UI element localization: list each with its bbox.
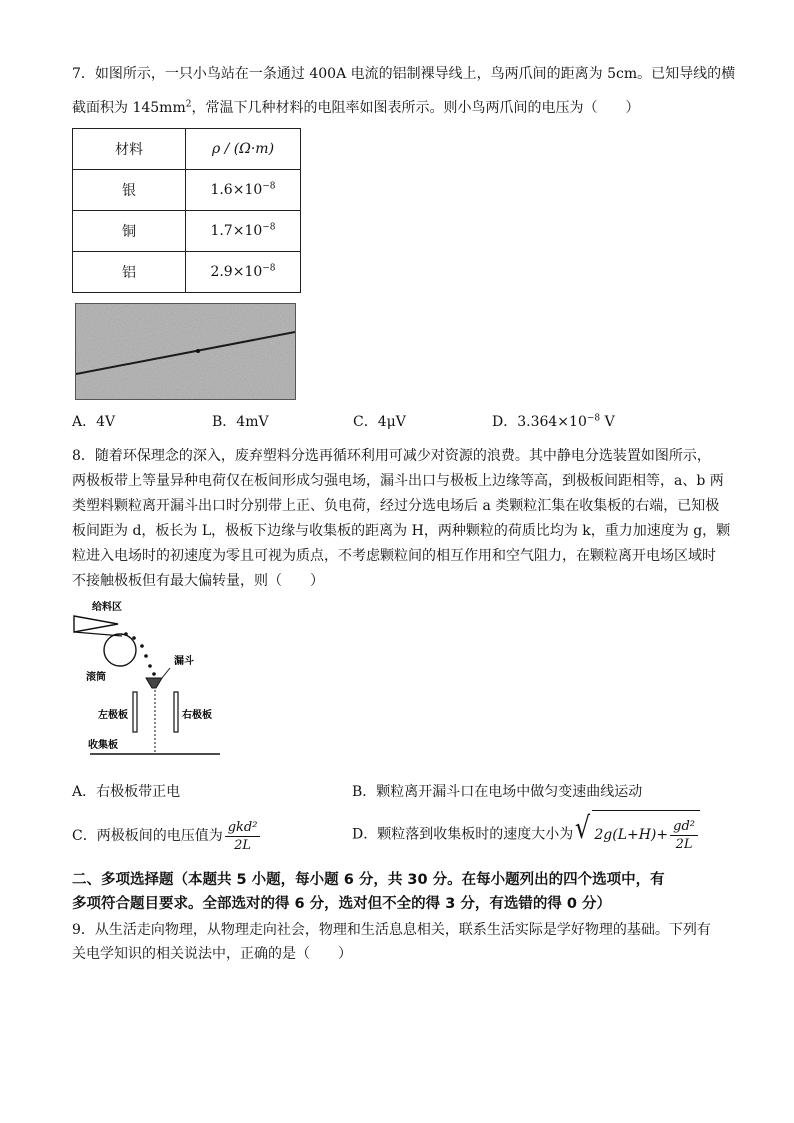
resistivity-table bbox=[72, 128, 301, 293]
label-left-plate: 左极板 bbox=[98, 710, 128, 721]
q7-line-2-sup: 2 bbox=[185, 99, 192, 110]
q9-line-2: 关电学知识的相关说法中，正确的是（ ） bbox=[72, 946, 352, 962]
fraction-numerator: gd² bbox=[670, 818, 698, 836]
q9-line-1: 9．从生活走向物理，从物理走向社会，物理和生活息息相关，联系生活实际是学好物理的基础。下列有 bbox=[72, 922, 711, 938]
q7-option-a: A．4V bbox=[72, 414, 116, 430]
material-copper: 铜 bbox=[73, 211, 186, 252]
left-plate-shape bbox=[133, 692, 137, 732]
q7-option-b: B．4mV bbox=[212, 414, 269, 430]
q7-line-2-end: ，常温下几种材料的电阻率如图表所示。则小鸟两爪间的电压为（ ） bbox=[191, 100, 640, 116]
value-exp: −8 bbox=[262, 181, 276, 192]
roller-shape bbox=[104, 634, 136, 666]
q7-line-2-start: 截面积为 145mm bbox=[72, 100, 186, 116]
fraction-denominator: 2L bbox=[234, 837, 252, 853]
q8-line-6: 不接触极板但有最大偏转量，则（ ） bbox=[72, 573, 324, 589]
sqrt-term: 2g(L+H)+ bbox=[594, 827, 669, 843]
label-funnel: 漏斗 bbox=[174, 656, 194, 667]
electrostatic-separator-diagram bbox=[70, 598, 230, 768]
table-row bbox=[73, 211, 301, 252]
q8-line-1: 8．随着环保理念的深入，废弃塑料分选再循环利用可减少对资源的浪费。其中静电分选装置如图所示， bbox=[72, 448, 711, 464]
q7-option-c: C．4μV bbox=[353, 414, 406, 430]
q8-option-d-sqrt bbox=[573, 810, 700, 859]
q8-line-3: 类塑料颗粒离开漏斗出口时分别带上正、负电荷，经过分选电场后 a 类颗粒汇集在收集板的右端，已知极 bbox=[72, 498, 720, 514]
fraction-numerator: gkd² bbox=[225, 819, 261, 837]
resistivity-silver bbox=[186, 170, 301, 211]
resistivity-aluminum bbox=[186, 252, 301, 293]
q8-option-b: B．颗粒离开漏斗口在电场中做匀变速曲线运动 bbox=[352, 784, 643, 800]
q8-line-4: 板间距为 d，板长为 L，极板下边缘与收集板的距离为 H，两种颗粒的荷质比均为 k，重力加速度为 g，颗 bbox=[72, 523, 731, 539]
feed-area-shape bbox=[74, 616, 118, 632]
value-base: 1.6×10 bbox=[210, 182, 263, 198]
bird-on-wire-photo bbox=[75, 303, 296, 400]
sqrt-symbol: √ bbox=[575, 811, 591, 846]
material-silver: 银 bbox=[73, 170, 186, 211]
label-roller: 滚筒 bbox=[86, 672, 106, 683]
resistivity-copper bbox=[186, 211, 301, 252]
q8-option-c-prefix: C．两极板间的电压值为 bbox=[72, 828, 223, 844]
value-exp: −8 bbox=[262, 263, 276, 274]
header-resistivity: ρ / (Ω·m) bbox=[186, 129, 301, 170]
table-row bbox=[73, 170, 301, 211]
material-aluminum: 铝 bbox=[73, 252, 186, 293]
q7-option-d-unit: V bbox=[600, 414, 615, 430]
q8-option-d-prefix: D．颗粒落到收集板时的速度大小为 bbox=[352, 826, 574, 843]
table-row bbox=[73, 252, 301, 293]
q7-option-d-base: D．3.364×10 bbox=[492, 414, 587, 430]
value-exp: −8 bbox=[262, 222, 276, 233]
label-right-plate: 右极板 bbox=[182, 710, 212, 721]
section-2-heading-line-2: 多项符合题目要求。全部选对的得 6 分，选对但不全的得 3 分，有选错的得 0 分） bbox=[72, 896, 612, 912]
q7-line-1: 7．如图所示，一只小鸟站在一条通过 400A 电流的铝制裸导线上，鸟两爪间的距离为 5cm。已知导线的横 bbox=[72, 66, 736, 82]
table-header-row bbox=[73, 129, 301, 170]
q7-option-d bbox=[492, 412, 615, 432]
label-collector: 收集板 bbox=[88, 740, 118, 751]
q7-option-d-exp: −8 bbox=[586, 413, 601, 424]
q8-option-d bbox=[352, 810, 700, 859]
q8-line-2: 两极板带上等量异种电荷仅在板间形成匀强电场，漏斗出口与极板上边缘等高，到极板间距相等，a、b 两 bbox=[72, 473, 724, 489]
label-feed: 给料区 bbox=[92, 602, 122, 613]
value-base: 2.9×10 bbox=[210, 264, 263, 280]
q8-option-c-fraction bbox=[225, 819, 261, 854]
q8-option-a: A．右极板带正电 bbox=[72, 784, 181, 800]
header-material: 材料 bbox=[73, 129, 186, 170]
fraction-denominator: 2L bbox=[675, 836, 693, 852]
right-plate-shape bbox=[174, 692, 178, 732]
value-base: 1.7×10 bbox=[210, 223, 263, 239]
q7-line-2 bbox=[72, 98, 639, 118]
q8-line-5: 粒进入电场时的初速度为零且可视为质点，不考虑颗粒间的相互作用和空气阻力，在颗粒离开电场区域时 bbox=[72, 548, 716, 564]
section-2-heading-line-1: 二、多项选择题（本题共 5 小题，每小题 6 分，共 30 分。在每小题列出的四个选项中，有 bbox=[72, 872, 665, 888]
funnel-shape bbox=[146, 678, 162, 688]
q8-option-c bbox=[72, 814, 262, 858]
